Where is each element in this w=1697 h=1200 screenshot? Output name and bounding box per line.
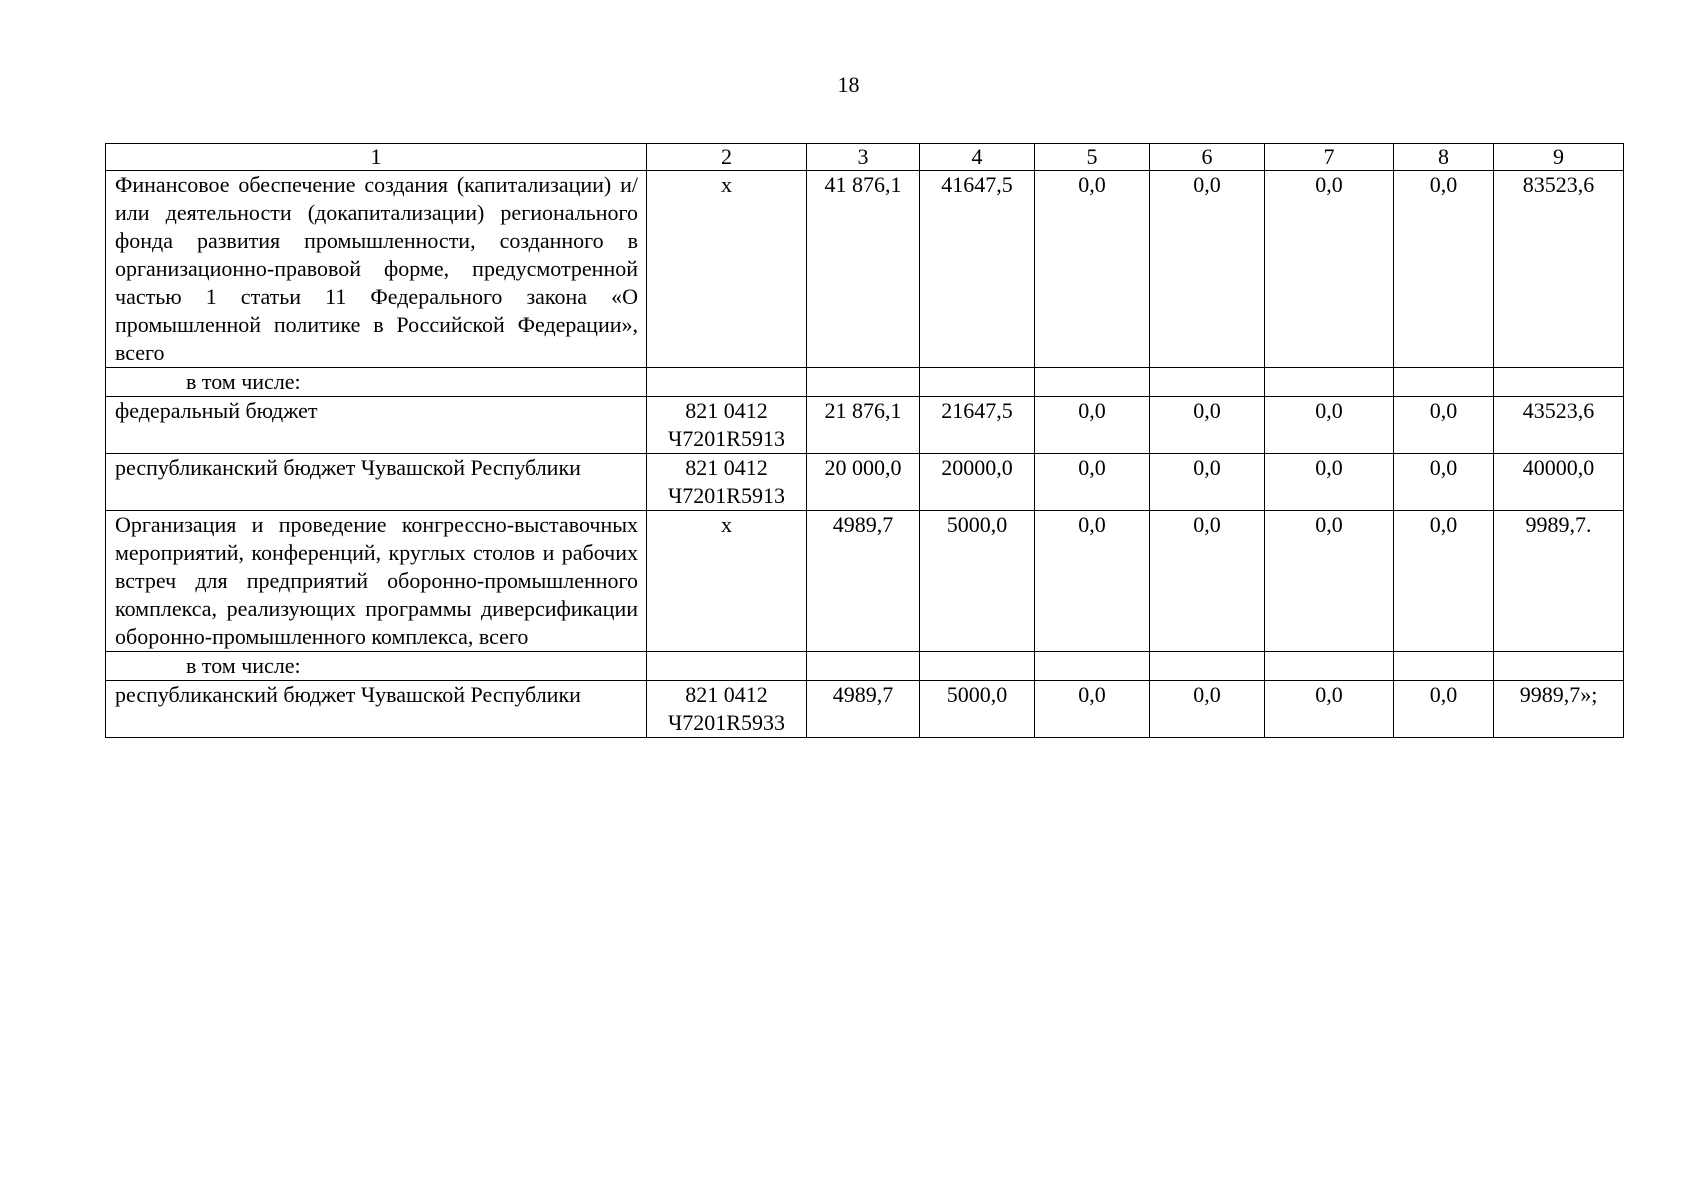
column-header: 8 [1394, 144, 1494, 171]
row-description: Финансовое обеспечение создания (капитализации) и/или деятельности (докапитализации) регионального фонда развития промышленности, созданного в организационно-правовой форме, предусмотренной частью 1 статьи 11 Федерального закона «О промышленной политике в Российской Федерации», всего [106, 171, 647, 368]
value-cell: 0,0 [1035, 681, 1150, 738]
value-cell: 0,0 [1150, 681, 1265, 738]
page-number: 18 [837, 72, 860, 97]
total-cell: 83523,6 [1494, 171, 1624, 368]
value-cell: 0,0 [1035, 171, 1150, 368]
table-row-subhead [106, 652, 1624, 681]
value-cell: 20 000,0 [807, 454, 920, 511]
value-cell: 5000,0 [920, 681, 1035, 738]
value-cell: 0,0 [1035, 511, 1150, 652]
row-description: Организация и проведение конгрессно-выставочных мероприятий, конференций, круглых столов и рабочих встреч для предприятий оборонно-промышленного комплекса, реализующих программы диверсификации оборонно-промышленного комплекса, всего [106, 511, 647, 652]
empty-cell [920, 368, 1035, 397]
value-cell: 0,0 [1150, 454, 1265, 511]
total-cell: 43523,6 [1494, 397, 1624, 454]
value-cell: 0,0 [1394, 454, 1494, 511]
row-subhead: в том числе: [106, 368, 647, 397]
value-cell: 4989,7 [807, 511, 920, 652]
row-subhead: в том числе: [106, 652, 647, 681]
value-cell: 5000,0 [920, 511, 1035, 652]
empty-cell [1265, 368, 1394, 397]
empty-cell [1035, 368, 1150, 397]
table-row [106, 397, 1624, 454]
column-header: 3 [807, 144, 920, 171]
empty-cell [1494, 652, 1624, 681]
row-description: республиканский бюджет Чувашской Республики [106, 454, 647, 511]
row-description: республиканский бюджет Чувашской Республики [106, 681, 647, 738]
column-header: 2 [647, 144, 807, 171]
value-cell: 0,0 [1394, 397, 1494, 454]
empty-cell [647, 368, 807, 397]
empty-cell [1035, 652, 1150, 681]
value-cell: 0,0 [1265, 397, 1394, 454]
value-cell: 0,0 [1150, 171, 1265, 368]
budget-code: 821 0412 Ч7201R5913 [647, 454, 807, 511]
table-row-subhead [106, 368, 1624, 397]
value-cell: 0,0 [1394, 681, 1494, 738]
table-row [106, 681, 1624, 738]
empty-cell [807, 368, 920, 397]
funding-table [105, 143, 1624, 738]
column-header: 4 [920, 144, 1035, 171]
value-cell: 0,0 [1265, 454, 1394, 511]
empty-cell [1394, 368, 1494, 397]
column-header: 1 [106, 144, 647, 171]
column-header: 6 [1150, 144, 1265, 171]
value-cell: 21647,5 [920, 397, 1035, 454]
value-cell: 41 876,1 [807, 171, 920, 368]
total-cell: 9989,7. [1494, 511, 1624, 652]
table-header-row [106, 144, 1624, 171]
column-header: 5 [1035, 144, 1150, 171]
value-cell: 0,0 [1150, 511, 1265, 652]
value-cell: 0,0 [1265, 171, 1394, 368]
value-cell: 0,0 [1394, 171, 1494, 368]
empty-cell [1150, 652, 1265, 681]
table-row [106, 454, 1624, 511]
table-row [106, 171, 1624, 368]
empty-cell [920, 652, 1035, 681]
empty-cell [1265, 652, 1394, 681]
empty-cell [1394, 652, 1494, 681]
budget-code: 821 0412 Ч7201R5933 [647, 681, 807, 738]
value-cell: 20000,0 [920, 454, 1035, 511]
column-header: 7 [1265, 144, 1394, 171]
total-cell: 40000,0 [1494, 454, 1624, 511]
budget-code: 821 0412 Ч7201R5913 [647, 397, 807, 454]
budget-code: х [647, 511, 807, 652]
table-row [106, 511, 1624, 652]
budget-code: х [647, 171, 807, 368]
value-cell: 0,0 [1150, 397, 1265, 454]
total-cell: 9989,7»; [1494, 681, 1624, 738]
empty-cell [807, 652, 920, 681]
row-description: федеральный бюджет [106, 397, 647, 454]
column-header: 9 [1494, 144, 1624, 171]
empty-cell [647, 652, 807, 681]
empty-cell [1150, 368, 1265, 397]
value-cell: 0,0 [1035, 454, 1150, 511]
value-cell: 0,0 [1265, 511, 1394, 652]
empty-cell [1494, 368, 1624, 397]
value-cell: 21 876,1 [807, 397, 920, 454]
value-cell: 0,0 [1035, 397, 1150, 454]
value-cell: 0,0 [1394, 511, 1494, 652]
value-cell: 41647,5 [920, 171, 1035, 368]
value-cell: 4989,7 [807, 681, 920, 738]
value-cell: 0,0 [1265, 681, 1394, 738]
